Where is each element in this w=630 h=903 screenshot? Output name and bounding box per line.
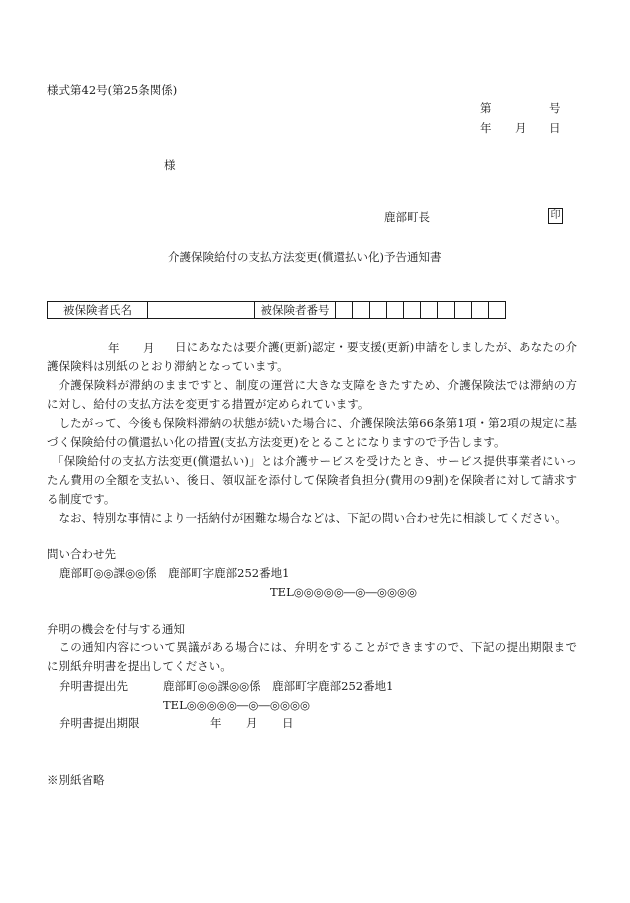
contact-tel: TEL◎◎◎◎◎―◎―◎◎◎◎ bbox=[270, 585, 418, 599]
insured-number-digit[interactable] bbox=[489, 302, 506, 319]
hearing-deadline-month: 月 bbox=[246, 716, 258, 730]
insured-number-digit[interactable] bbox=[421, 302, 438, 319]
form-number: 様式第42号(第25条関係) bbox=[47, 83, 178, 97]
insured-table bbox=[47, 301, 506, 319]
insured-name-label: 被保険者氏名 bbox=[48, 302, 148, 319]
hearing-deadline-label: 弁明書提出期限 bbox=[59, 716, 140, 730]
date-month: 月 bbox=[515, 121, 527, 135]
page-title: 介護保険給付の支払方法変更(償還払い化)予告通知書 bbox=[168, 250, 442, 264]
insured-number-digit[interactable] bbox=[370, 302, 387, 319]
body-month: 月 bbox=[143, 341, 155, 355]
date-year: 年 bbox=[480, 121, 492, 135]
body-paragraph-1-text: 日にあなたは要介護(更新)認定・要支援(更新)申請をしましたが、あなたの介護保険料は別紙のとおり滞納となっています。 bbox=[47, 340, 577, 374]
date-day: 日 bbox=[549, 121, 561, 135]
hearing-heading: 弁明の機会を付与する通知 bbox=[47, 622, 185, 636]
hearing-dest-label: 弁明書提出先 bbox=[59, 679, 128, 693]
insured-number-digit[interactable] bbox=[336, 302, 353, 319]
insured-number-digit[interactable] bbox=[455, 302, 472, 319]
doc-number-dai: 第 bbox=[480, 101, 492, 115]
body-paragraph-4: 「保険給付の支払方法変更(償還払い)」とは介護サービスを受けたとき、サービス提供事業者にいったん費用の全額を支払い、後日、領収証を添付して保険者負担分(費用の9割)を保険者に対して請求する制度です。 bbox=[47, 454, 577, 507]
hearing-deadline-year: 年 bbox=[210, 716, 222, 730]
insured-number-digit[interactable] bbox=[387, 302, 404, 319]
contact-heading: 問い合わせ先 bbox=[47, 547, 116, 561]
insured-number-digit[interactable] bbox=[438, 302, 455, 319]
footnote: ※別紙省略 bbox=[47, 773, 105, 787]
insured-name-field[interactable] bbox=[148, 302, 255, 319]
hearing-dest-tel: TEL◎◎◎◎◎―◎―◎◎◎◎ bbox=[163, 698, 311, 712]
body-paragraph-5: なお、特別な事情により一括納付が困難な場合などは、下記の問い合わせ先に相談してください。 bbox=[58, 511, 567, 525]
insured-number-label: 被保険者番号 bbox=[255, 302, 336, 319]
issuer-name: 鹿部町長 bbox=[384, 210, 430, 224]
addressee-suffix: 様 bbox=[164, 158, 176, 172]
hearing-deadline-day: 日 bbox=[282, 716, 294, 730]
contact-office: 鹿部町◎◎課◎◎係 鹿部町字鹿部252番地1 bbox=[59, 566, 290, 580]
hearing-text: この通知内容について異議がある場合には、弁明をすることができますので、下記の提出期限までに別紙弁明書を提出してください。 bbox=[47, 640, 577, 674]
insured-number-digit[interactable] bbox=[353, 302, 370, 319]
insured-number-digit[interactable] bbox=[404, 302, 421, 319]
body-paragraph-3: したがって、今後も保険料滞納の状態が続いた場合に、介護保険法第66条第1項・第2項の規定に基づく保険給付の償還払い化の措置(支払方法変更)をとることになりますので予告します。 bbox=[47, 416, 577, 450]
hearing-dest-office: 鹿部町◎◎課◎◎係 鹿部町字鹿部252番地1 bbox=[163, 679, 394, 693]
doc-number-go: 号 bbox=[549, 101, 561, 115]
insured-number-digit[interactable] bbox=[472, 302, 489, 319]
body-year: 年 bbox=[108, 341, 120, 355]
seal-stamp: 印 bbox=[548, 208, 563, 224]
body-paragraph-2: 介護保険料が滞納のままですと、制度の運営に大きな支障をきたすため、介護保険法では滞納の方に対し、給付の支払方法を変更する措置が定められています。 bbox=[47, 378, 577, 412]
